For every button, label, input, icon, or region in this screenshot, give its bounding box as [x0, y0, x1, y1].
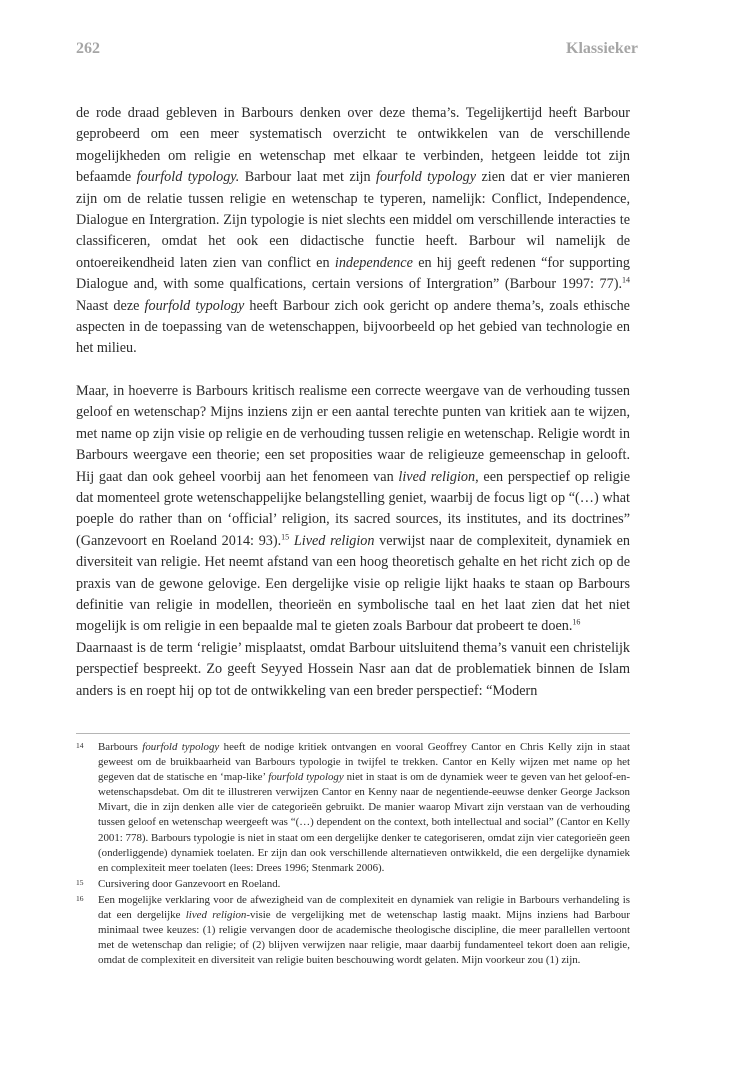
page-number: 262	[76, 40, 100, 57]
text-run: -visie de vergelijking met de wetenschap lastig maakt. Mijns inziens had Barbour minimaal twee keuzes: (1) religie vervangen door de academische theologische discipline, die meer parallellen vertoont met de wetenschap dan religie; of (2) blijven verwijzen naar religie, maar daarbij fundamenteel tekort doen aan religie, omdat de complexiteit en diversiteit van religie buiten beschouwing wordt gelaten. Mijn voorkeur zou (1) zijn.	[98, 909, 631, 967]
italic-text: fourfold typology.	[136, 169, 240, 186]
text-run: Een mogelijke verklaring voor de afwezigheid van de complexiteit en dynamiek van religie in Barbours verhandeling is dat een dergelijke	[98, 893, 630, 922]
italic-text: lived religion	[185, 909, 247, 922]
footnotes	[76, 740, 630, 969]
italic-text: fourfold typology	[376, 169, 477, 186]
italic-text: fourfold typology	[142, 741, 220, 753]
italic-text: independence	[334, 254, 413, 271]
body-paragraph	[76, 381, 630, 638]
footnote-reference: 15	[281, 531, 290, 541]
footnote-text	[98, 741, 630, 874]
body-paragraph	[76, 103, 630, 360]
italic-text: fourfold typology	[144, 297, 245, 314]
footnote-separator	[76, 733, 630, 734]
text-run: niet in staat is om de dynamiek weer te geven van het geloof-en-wetenschapsdebat. Om dit te illustreren verwijzen Cantor en Kenny naar de negentiende-eeuwse denker George Jackson Mivart, die in zijn denken alle vier de categorieën gebruikt. De manier waarop Mivart zijn verstaan van de verhouding tussen geloof en wetenschap weergeeft was “(…) dependent on the context, both intellectual and social” (Cantor en Kelly 2001: 778). Barbours typologie is niet in staat om een dergelijke denker te categoriseren, omdat zijn vier categorieën geen (onderliggende) dynamiek toelaten. Er zijn dan ook verschillende alternatieven ontwikkeld, die een dergelijke dynamiek en complexiteit meer toelaten (lees: Drees 1996; Stenmark 2006).	[98, 771, 630, 874]
text-run: Cursivering door Ganzevoort en Roeland.	[98, 877, 281, 890]
footnote	[76, 740, 630, 876]
text-run: heeft de nodige kritiek ontvangen en vooral Geoffrey Cantor en Chris Kelly zijn in staat geweest om de bruikbaarheid van Barbours typologie in twijfel te trekken. Cantor en Kelly wijzen met name op het gegeven dat de statische en ‘map-like’	[98, 741, 630, 784]
italic-text: fourfold typology	[268, 771, 344, 784]
body-text	[76, 103, 630, 702]
text-run: Barbour laat met zijn	[239, 169, 377, 186]
footnote-reference: 16	[572, 617, 581, 627]
footnote	[76, 877, 630, 892]
footnote-number: 14	[76, 741, 84, 750]
text-run: Naast deze	[76, 297, 145, 314]
running-header	[76, 40, 638, 62]
text-run: Maar, in hoeverre is Barbours kritisch realisme een correcte weergave van de verhouding tussen geloof en wetenschap? Mijns inziens zijn er een aantal terechte punten van kritiek aan te wijzen, met name op zijn visie op religie en de verhouding tussen religie en wetenschap. Religie wordt in Barbours weergave een theorie; een set proposities waar de religieuze gemeenschap in gelooft. Hij gaat dan ook geheel voorbij aan het fenomeen van	[76, 382, 630, 485]
footnote-number: 16	[76, 893, 84, 903]
text-run: verwijst naar de complexiteit, dynamiek en diversiteit van religie. Het neemt afstand van een hoog theoretisch gehalte en het richt zich op de praxis van de gewone gelovige. Een dergelijke visie op religie lijkt haaks te staan op Barbours definitie van religie in modellen, theorieën en symbolische taal en het laat zien dat het niet mogelijk is om religie in een bepaalde mal te gieten zoals Barbour dat probeert te doen.	[76, 532, 630, 635]
text-run: , een perspectief op religie dat momenteel grote wetenschappelijke belangstelling geniet, waarbij de focus ligt op “(…) what poeple do rather than on ‘official’ religion, its sacred sources, its institutes, and its doctrines” (Ganzevoort en Roeland 2014: 93).	[76, 468, 630, 549]
footnote	[76, 893, 630, 968]
text-run: Barbours	[98, 741, 143, 753]
text-run: de rode draad gebleven in Barbours denken over deze thema’s. Tegelijkertijd heeft Barbour geprobeerd om een meer systematisch overzicht te ontwikkelen van de verschillende mogelijkheden om religie en wetenschap met elkaar te verbinden, hetgeen leidde tot zijn befaamde	[76, 105, 630, 186]
footnote-number: 15	[76, 877, 84, 887]
text-run: Daarnaast is de term ‘religie’ misplaatst, omdat Barbour uitsluitend thema’s vanuit een christelijk perspectief bespreekt. Zo geeft Seyyed Hossein Nasr aan dat de problematiek binnen de Islam anders is en roept hij op tot de ontwikkeling van een breder perspectief: “Modern	[76, 639, 630, 699]
footnote-reference: 14	[622, 275, 630, 285]
body-paragraph	[76, 638, 630, 702]
text-run: heeft Barbour zich ook gericht op andere thema’s, zoals ethische aspecten in de toepassing van de wetenschappen, bijvoorbeeld op het gebied van technologie en het milieu.	[76, 297, 630, 357]
italic-text: Lived religion	[293, 532, 375, 549]
text-run: en hij geeft redenen “for supporting Dialogue and, with some qualfications, certain versions of Intergration” (Barbour 1997: 77).	[76, 254, 630, 293]
italic-text: lived religion	[398, 468, 476, 485]
footnote-text	[98, 894, 630, 966]
text-run: zien dat er vier manieren zijn om de relatie tussen religie en wetenschap te typeren, namelijk: Conflict, Independence, Dialogue en Intergration. Zijn typologie is niet slechts een middel om verschillende interacties te classificeren, omdat het ook een didactische functie heeft. Barbour wil namelijk de ontoereikendheid laten zien van conflict en	[76, 169, 631, 271]
footnote-text	[98, 878, 280, 890]
running-head-title: Klassieker	[566, 40, 638, 57]
